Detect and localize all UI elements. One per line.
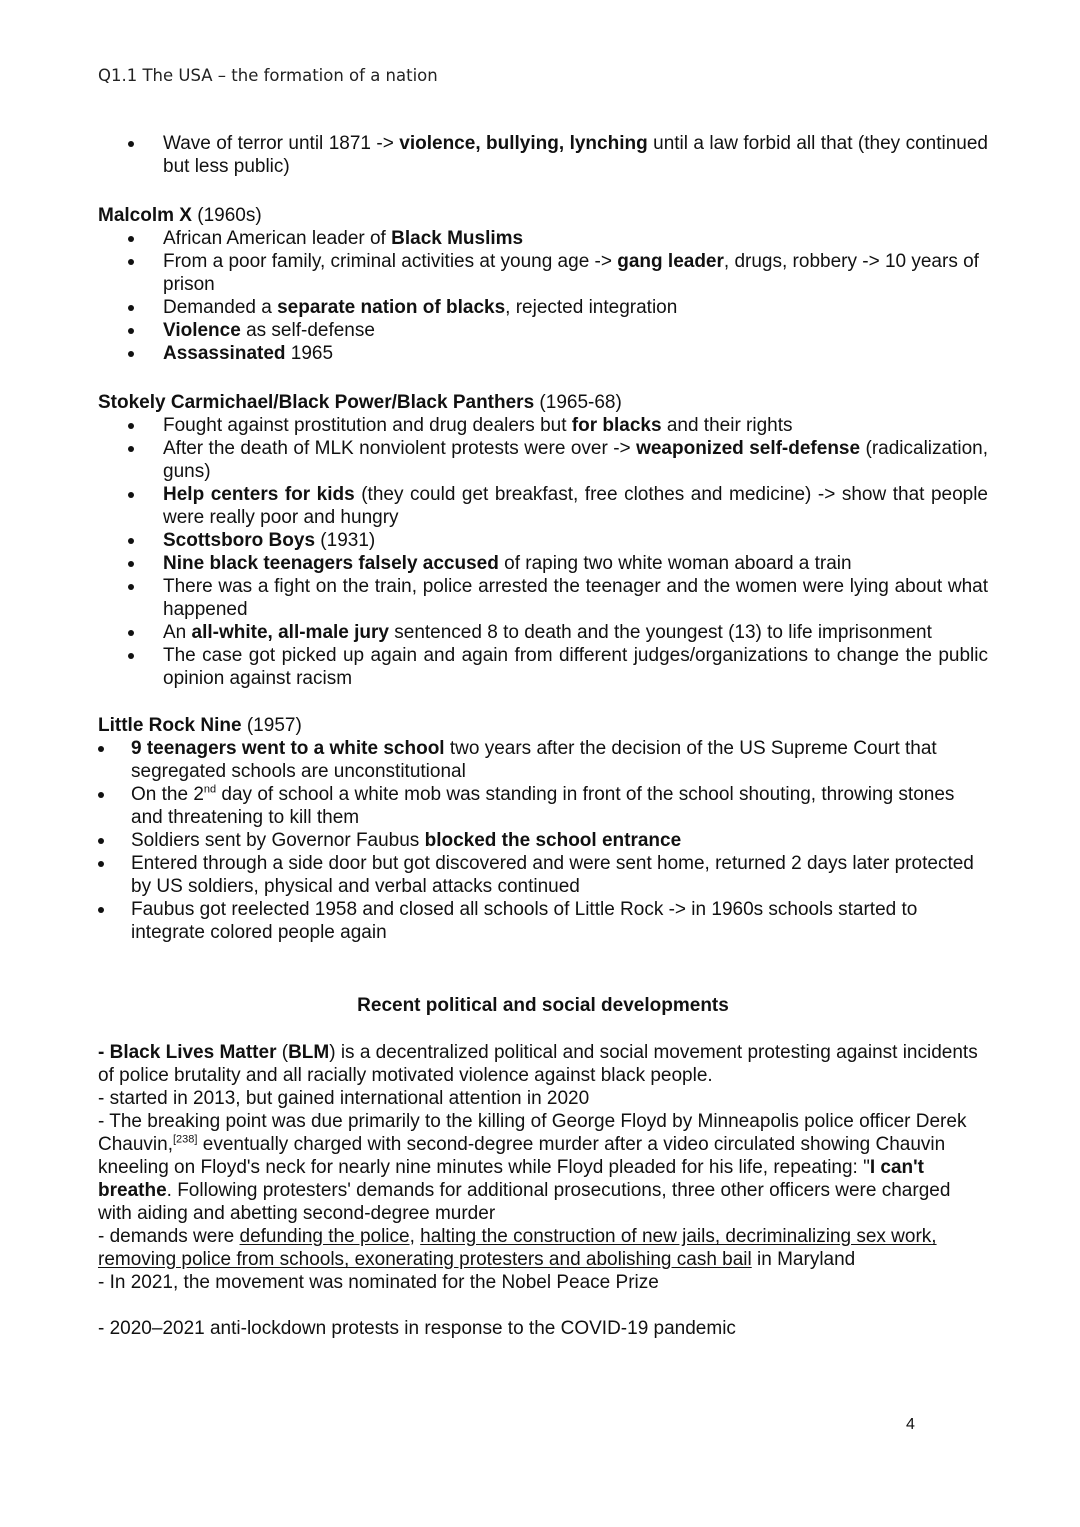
bullet-stokely-7: An all-white, all-male jury sentenced 8 to death and the youngest (13) to life imprisonment <box>98 621 988 644</box>
bullet-dot <box>128 328 134 334</box>
page-header: Q1.1 The USA – the formation of a nation <box>98 66 438 85</box>
bullet-dot <box>128 561 134 567</box>
paragraph-blm-start: - started in 2013, but gained international attention in 2020 <box>98 1088 590 1109</box>
paragraph-george-floyd: - The breaking point was due primarily to the killing of George Floyd by Minneapolis police officer Derek Chauvin,[238] eventually charged with second-degree murder after a video circulated showing Chauvin kneeling on Floyd's neck for nearly nine minutes while Floyd pleaded for his life, repeating: "I can't breathe. Following protesters' demands for additional prosecutions, three other officers were charged with aiding and abetting second-degree murder <box>98 1111 967 1224</box>
bullet-dot <box>128 446 134 452</box>
bullet-dot <box>128 492 134 498</box>
bullet-dot <box>98 861 104 867</box>
bullet-littlerock-2: On the 2nd day of school a white mob was standing in front of the school shouting, throwing stones and threatening to kill them <box>98 783 988 829</box>
paragraph-anti-lockdown: - 2020–2021 anti-lockdown protests in response to the COVID-19 pandemic <box>98 1318 736 1339</box>
bullet-dot <box>128 351 134 357</box>
bullet-malcolm-1: African American leader of Black Muslims <box>98 227 988 250</box>
section-heading-malcolm-x: Malcolm X (1960s) <box>98 205 262 226</box>
bullet-stokely-3: Help centers for kids (they could get breakfast, free clothes and medicine) -> show that people were really poor and hungry <box>98 483 988 529</box>
bullet-dot <box>98 838 104 844</box>
bullet-stokely-2: After the death of MLK nonviolent protests were over -> weaponized self-defense (radicalization, guns) <box>98 437 988 483</box>
bullet-stokely-1: Fought against prostitution and drug dealers but for blacks and their rights <box>98 414 988 437</box>
bullet-dot <box>128 653 134 659</box>
paragraph-blm-demands: - demands were defunding the police, halting the construction of new jails, decriminalizing sex work, removing police from schools, exonerating protesters and abolishing cash bail in Maryland <box>98 1226 937 1270</box>
bullet-dot <box>98 907 104 913</box>
section-title-recent-developments: Recent political and social developments <box>357 995 729 1016</box>
page-number: 4 <box>906 1416 915 1433</box>
bullet-littlerock-4: Entered through a side door but got discovered and were sent home, returned 2 days later protected by US soldiers, physical and verbal attacks continued <box>98 852 988 898</box>
bullet-littlerock-1: 9 teenagers went to a white school two years after the decision of the US Supreme Court that segregated schools are unconstitutional <box>98 737 988 783</box>
bullet-stokely-8: The case got picked up again and again from different judges/organizations to change the public opinion against racism <box>98 644 988 690</box>
bullet-dot <box>128 423 134 429</box>
paragraph-blm-definition: - Black Lives Matter (BLM) is a decentralized political and social movement protesting against incidents of police brutality and all racially motivated violence against black people. <box>98 1042 978 1086</box>
bullet-dot <box>98 792 104 798</box>
section-heading-little-rock-nine: Little Rock Nine (1957) <box>98 715 302 736</box>
bullet-dot <box>128 141 134 147</box>
bullet-stokely-6: There was a fight on the train, police arrested the teenager and the women were lying about what happened <box>98 575 988 621</box>
bullet-malcolm-3: Demanded a separate nation of blacks, rejected integration <box>98 296 988 319</box>
bullet-littlerock-3: Soldiers sent by Governor Faubus blocked the school entrance <box>98 829 988 852</box>
bullet-malcolm-2: From a poor family, criminal activities at young age -> gang leader, drugs, robbery -> 10 years of prison <box>98 250 988 296</box>
bullet-littlerock-5: Faubus got reelected 1958 and closed all schools of Little Rock -> in 1960s schools started to integrate colored people again <box>98 898 988 944</box>
paragraph-nobel-nomination: - In 2021, the movement was nominated for the Nobel Peace Prize <box>98 1272 659 1293</box>
bullet-dot <box>128 305 134 311</box>
bullet-dot <box>98 746 104 752</box>
bullet-wave-of-terror: Wave of terror until 1871 -> violence, bullying, lynching until a law forbid all that (they continued but less public) <box>98 132 988 178</box>
bullet-dot <box>128 630 134 636</box>
section-heading-stokely-carmichael: Stokely Carmichael/Black Power/Black Panthers (1965-68) <box>98 392 622 413</box>
bullet-stokely-5: Nine black teenagers falsely accused of raping two white woman aboard a train <box>98 552 988 575</box>
bullet-dot <box>128 259 134 265</box>
bullet-dot <box>128 236 134 242</box>
bullet-stokely-4: Scottsboro Boys (1931) <box>98 529 988 552</box>
bullet-dot <box>128 538 134 544</box>
page-content <box>98 132 988 1340</box>
bullet-malcolm-5: Assassinated 1965 <box>98 342 988 365</box>
bullet-dot <box>128 584 134 590</box>
bullet-malcolm-4: Violence as self-defense <box>98 319 988 342</box>
